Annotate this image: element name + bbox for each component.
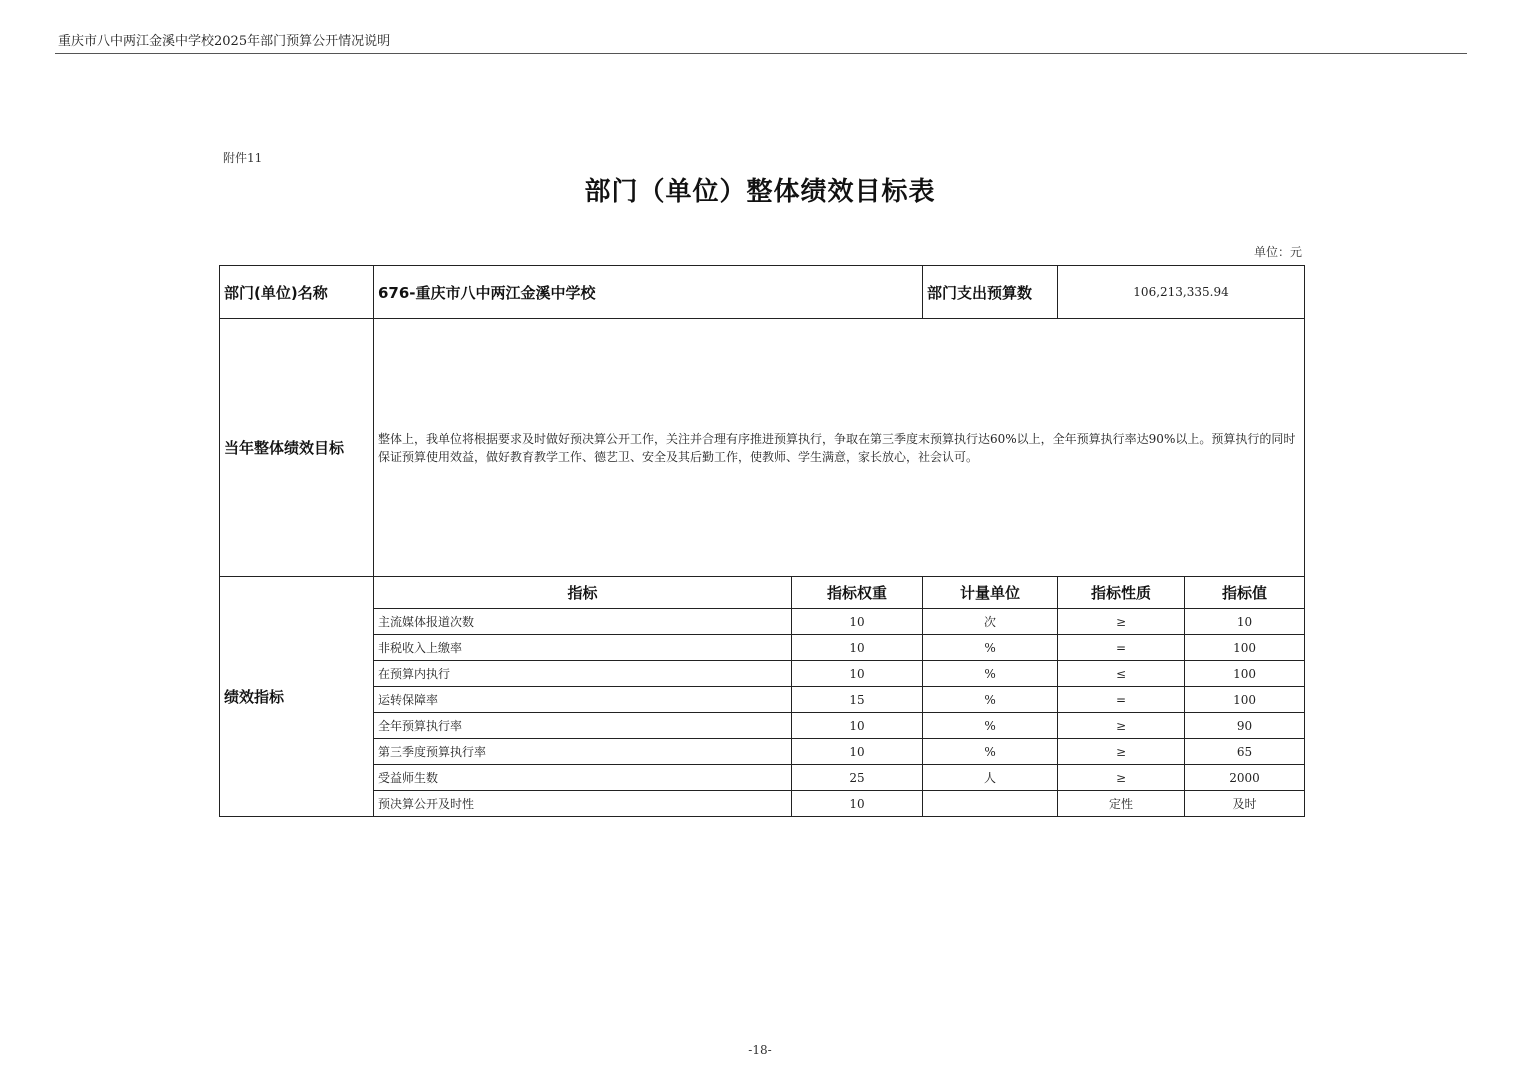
dept-name-label: 部门(单位)名称 xyxy=(220,266,374,319)
document-title: 部门（单位）整体绩效目标表 xyxy=(584,177,936,207)
goal-label: 当年整体绩效目标 xyxy=(220,319,374,577)
indicator-header-row xyxy=(220,577,1305,609)
indicator-nature: ≥ xyxy=(1058,765,1185,791)
indicator-nature: ≥ xyxy=(1058,713,1185,739)
header-indicator: 指标 xyxy=(374,577,792,609)
indicator-nature: = xyxy=(1058,687,1185,713)
table-row xyxy=(220,687,1305,713)
performance-target-table xyxy=(219,265,1305,817)
page-number: -18- xyxy=(748,1043,772,1057)
indicator-weight: 25 xyxy=(792,765,923,791)
indicator-unit: 人 xyxy=(923,765,1058,791)
indicator-unit: 次 xyxy=(923,609,1058,635)
indicator-name: 全年预算执行率 xyxy=(374,713,792,739)
indicator-nature: ≥ xyxy=(1058,739,1185,765)
indicator-name: 预决算公开及时性 xyxy=(374,791,792,817)
indicator-nature: ≤ xyxy=(1058,661,1185,687)
indicator-unit: % xyxy=(923,661,1058,687)
dept-info-row xyxy=(220,266,1305,319)
table-row xyxy=(220,791,1305,817)
indicator-name: 第三季度预算执行率 xyxy=(374,739,792,765)
indicator-unit: % xyxy=(923,739,1058,765)
indicator-name: 受益师生数 xyxy=(374,765,792,791)
indicator-unit: % xyxy=(923,687,1058,713)
indicator-weight: 10 xyxy=(792,609,923,635)
indicator-weight: 10 xyxy=(792,635,923,661)
dept-name-value: 676-重庆市八中两江金溪中学校 xyxy=(374,266,923,319)
indicator-weight: 10 xyxy=(792,661,923,687)
indicator-weight: 10 xyxy=(792,713,923,739)
indicator-nature: ≥ xyxy=(1058,609,1185,635)
table-row xyxy=(220,661,1305,687)
header-value: 指标值 xyxy=(1185,577,1305,609)
header-nature: 指标性质 xyxy=(1058,577,1185,609)
header-weight: 指标权重 xyxy=(792,577,923,609)
indicator-unit: % xyxy=(923,635,1058,661)
indicator-weight: 10 xyxy=(792,739,923,765)
page-header: 重庆市八中两江金溪中学校2025年部门预算公开情况说明 xyxy=(58,34,391,49)
goal-row xyxy=(220,319,1305,577)
indicator-unit: % xyxy=(923,713,1058,739)
budget-label: 部门支出预算数 xyxy=(923,266,1058,319)
indicator-weight: 10 xyxy=(792,791,923,817)
indicator-value: 100 xyxy=(1185,635,1305,661)
indicators-label: 绩效指标 xyxy=(220,577,374,817)
table-row xyxy=(220,713,1305,739)
indicator-name: 运转保障率 xyxy=(374,687,792,713)
indicator-name: 在预算内执行 xyxy=(374,661,792,687)
budget-value: 106,213,335.94 xyxy=(1058,266,1305,319)
indicator-value: 及时 xyxy=(1185,791,1305,817)
goal-text: 整体上，我单位将根据要求及时做好预决算公开工作，关注并合理有序推进预算执行，争取在第三季度末预算执行达60%以上，全年预算执行率达90%以上。预算执行的同时保证预算使用效益，做好教育教学工作、德艺卫、安全及其后勤工作，使教师、学生满意，家长放心，社会认可。 xyxy=(374,319,1305,577)
table-row xyxy=(220,765,1305,791)
table-row xyxy=(220,609,1305,635)
attachment-label: 附件11 xyxy=(223,151,263,165)
header-unit: 计量单位 xyxy=(923,577,1058,609)
unit-note: 单位：元 xyxy=(1253,245,1302,259)
indicator-nature: 定性 xyxy=(1058,791,1185,817)
table-row xyxy=(220,739,1305,765)
table-row xyxy=(220,635,1305,661)
indicator-value: 65 xyxy=(1185,739,1305,765)
indicator-value: 100 xyxy=(1185,661,1305,687)
indicator-value: 100 xyxy=(1185,687,1305,713)
indicator-weight: 15 xyxy=(792,687,923,713)
indicator-nature: = xyxy=(1058,635,1185,661)
indicator-value: 10 xyxy=(1185,609,1305,635)
indicator-name: 主流媒体报道次数 xyxy=(374,609,792,635)
indicator-value: 2000 xyxy=(1185,765,1305,791)
indicator-name: 非税收入上缴率 xyxy=(374,635,792,661)
header-rule xyxy=(55,53,1467,54)
indicator-unit xyxy=(923,791,1058,817)
indicator-value: 90 xyxy=(1185,713,1305,739)
